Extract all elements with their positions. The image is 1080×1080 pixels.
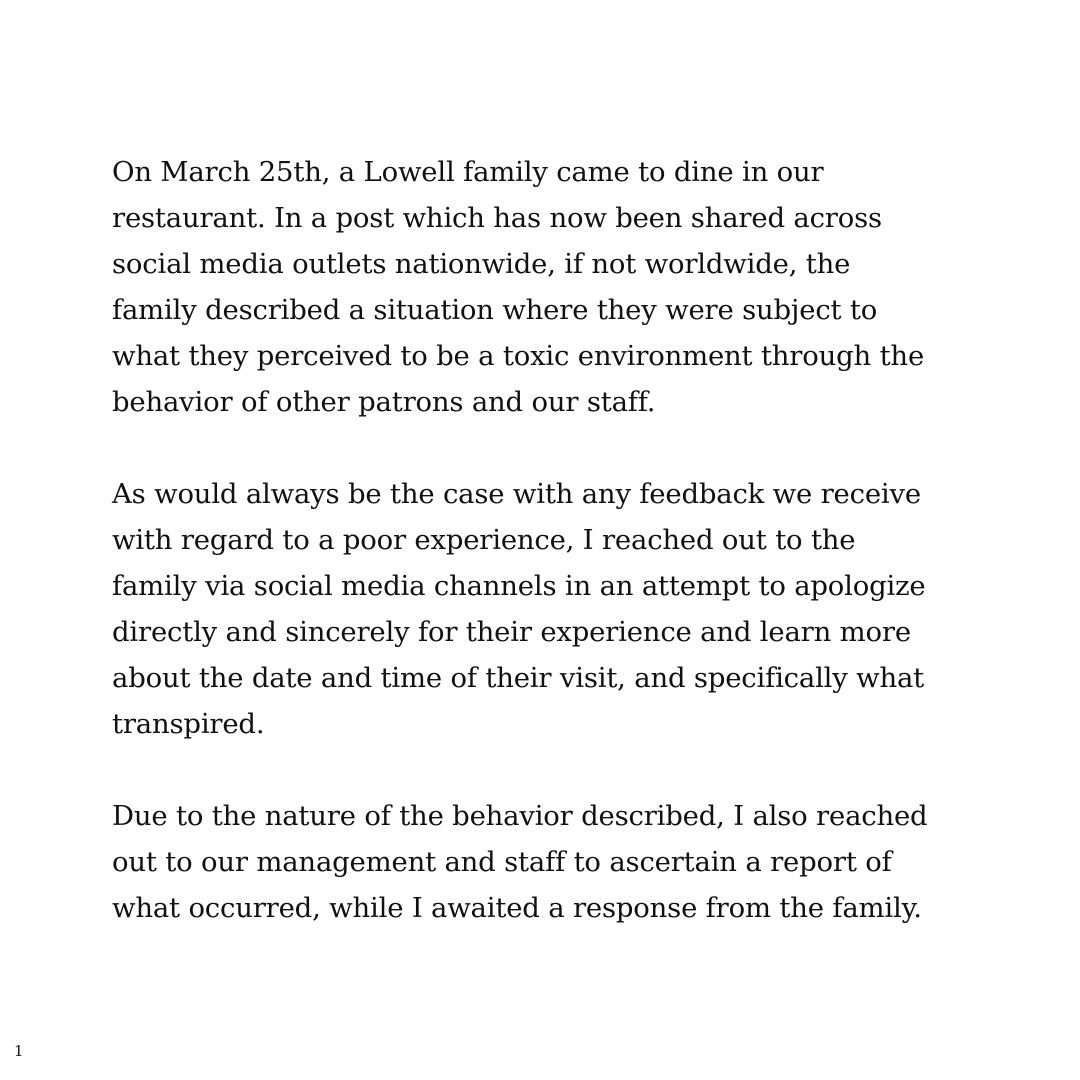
paragraph-2-line: with regard to a poor experience, I reached out to the xyxy=(112,524,856,556)
paragraph-2-line: directly and sincerely for their experience and learn more xyxy=(112,616,911,648)
paragraph-3-line: what occurred, while I awaited a response from the family. xyxy=(112,892,922,924)
paragraph-1-line: family described a situation where they were subject to xyxy=(112,294,878,326)
paragraph-2-line: As would always be the case with any feedback we receive xyxy=(112,478,921,510)
paragraph-3 xyxy=(112,793,1012,931)
paragraph-2-line: transpired. xyxy=(112,708,265,740)
paragraph-3-line: out to our management and staff to ascertain a report of xyxy=(112,846,892,878)
page-number: 1 xyxy=(14,1042,24,1060)
paragraph-1 xyxy=(112,149,1012,425)
paragraph-1-line: social media outlets nationwide, if not worldwide, the xyxy=(112,248,851,280)
paragraph-1-line: what they perceived to be a toxic environment through the xyxy=(112,340,925,372)
paragraph-2-line: about the date and time of their visit, and specifically what xyxy=(112,662,925,694)
paragraph-2 xyxy=(112,471,1012,747)
paragraph-2-line: family via social media channels in an attempt to apologize xyxy=(112,570,926,602)
paragraph-1-line: restaurant. In a post which has now been shared across xyxy=(112,202,882,234)
paragraph-1-line: behavior of other patrons and our staff. xyxy=(112,386,656,418)
statement-body xyxy=(112,149,1012,931)
paragraph-1-line: On March 25th, a Lowell family came to dine in our xyxy=(112,156,824,188)
paragraph-3-line: Due to the nature of the behavior described, I also reached xyxy=(112,800,928,832)
